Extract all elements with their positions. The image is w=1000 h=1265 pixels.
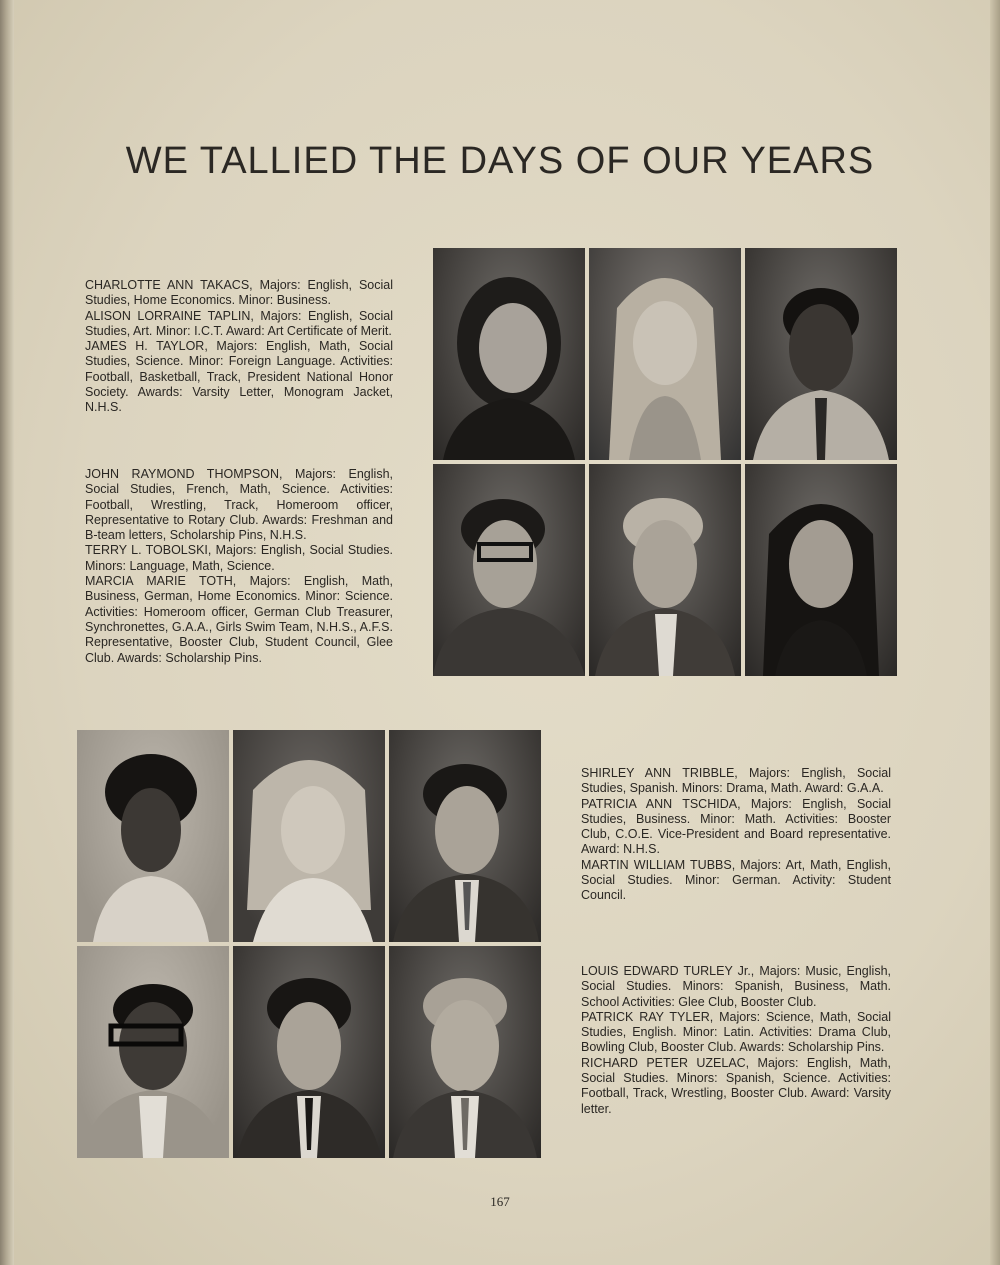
- bio-tyler: PATRICK RAY TYLER, Majors: Science, Math, Social Studies, English. Minor: Latin. Activities: Drama Club, Bowling Club, Booster Club. Awards: Scholarship Pins.: [581, 1009, 891, 1055]
- bio-takacs: CHARLOTTE ANN TAKACS, Majors: English, Social Studies, Home Economics. Minor: Business.: [85, 278, 393, 308]
- bio-block-2: [85, 467, 393, 666]
- bio-block-3: [581, 766, 891, 904]
- bio-taylor: JAMES H. TAYLOR, Majors: English, Math, Social Studies, Science. Minor: Foreign Language. Activities: Football, Basketball, Track, President National Honor Society. Awards: Varsity Letter, Monogram Jacket, N.H.S.: [85, 339, 393, 415]
- page-number: 167: [490, 1194, 510, 1209]
- portrait-photo: [589, 464, 741, 676]
- portrait-photo: [389, 946, 541, 1158]
- bio-turley: LOUIS EDWARD TURLEY Jr., Majors: Music, English, Social Studies. Minors: Spanish, Business, Math. School Activities: Glee Club, Booster Club.: [581, 964, 891, 1009]
- bio-tschida: PATRICIA ANN TSCHIDA, Majors: English, Social Studies, Business. Minor: Math. Activities: Booster Club, C.O.E. Vice-President and Board representative. Award: N.H.S.: [581, 796, 891, 857]
- portrait-photo: [77, 946, 229, 1158]
- portrait-photo: [589, 248, 741, 460]
- bio-tribble: SHIRLEY ANN TRIBBLE, Majors: English, Social Studies, Spanish. Minors: Drama, Math. Award: G.A.A.: [581, 766, 891, 796]
- portrait-photo: [745, 248, 897, 460]
- bio-block-4: [581, 964, 891, 1117]
- page-title: WE TALLIED THE DAYS OF OUR YEARS: [125, 140, 875, 182]
- bio-taplin: ALISON LORRAINE TAPLIN, Majors: English, Social Studies, Art. Minor: I.C.T. Award: Art Certificate of Merit.: [85, 308, 393, 338]
- portrait-grid-top: [433, 248, 897, 676]
- portrait-photo: [433, 248, 585, 460]
- portrait-photo: [233, 946, 385, 1158]
- bio-block-1: [85, 278, 393, 416]
- bio-tobolski: TERRY L. TOBOLSKI, Majors: English, Social Studies. Minors: Language, Math, Science.: [85, 543, 393, 573]
- portrait-grid-bottom: [77, 730, 541, 1158]
- bio-toth: MARCIA MARIE TOTH, Majors: English, Math, Business, German, Home Economics. Minor: Science. Activities: Homeroom officer, German Club Treasurer, Synchronettes, G.A.A., Girls Swim Team, N.H.S., A.F.S. Representative, Booster Club, Student Council, Glee Club. Awards: Scholarship Pins.: [85, 574, 393, 665]
- portrait-photo: [433, 464, 585, 676]
- bio-thompson: JOHN RAYMOND THOMPSON, Majors: English, Social Studies, French, Math, Science. Activities: Football, Wrestling, Track, Homeroom officer, Representative to Rotary Club. Awards: Freshman and B-team letters, Scholarship Pins, N.H.S.: [85, 467, 393, 543]
- bio-tubbs: MARTIN WILLIAM TUBBS, Majors: Art, Math, English, Social Studies. Minor: German. Activity: Student Council.: [581, 857, 891, 903]
- portrait-photo: [389, 730, 541, 942]
- portrait-photo: [77, 730, 229, 942]
- bio-uzelac: RICHARD PETER UZELAC, Majors: English, Math, Social Studies. Minors: Spanish, Science. Activities: Football, Track, Wrestling, Booster Club. Award: Varsity letter.: [581, 1055, 891, 1116]
- page-edge: [990, 0, 1000, 1265]
- portrait-photo: [233, 730, 385, 942]
- portrait-photo: [745, 464, 897, 676]
- book-gutter: [0, 0, 14, 1265]
